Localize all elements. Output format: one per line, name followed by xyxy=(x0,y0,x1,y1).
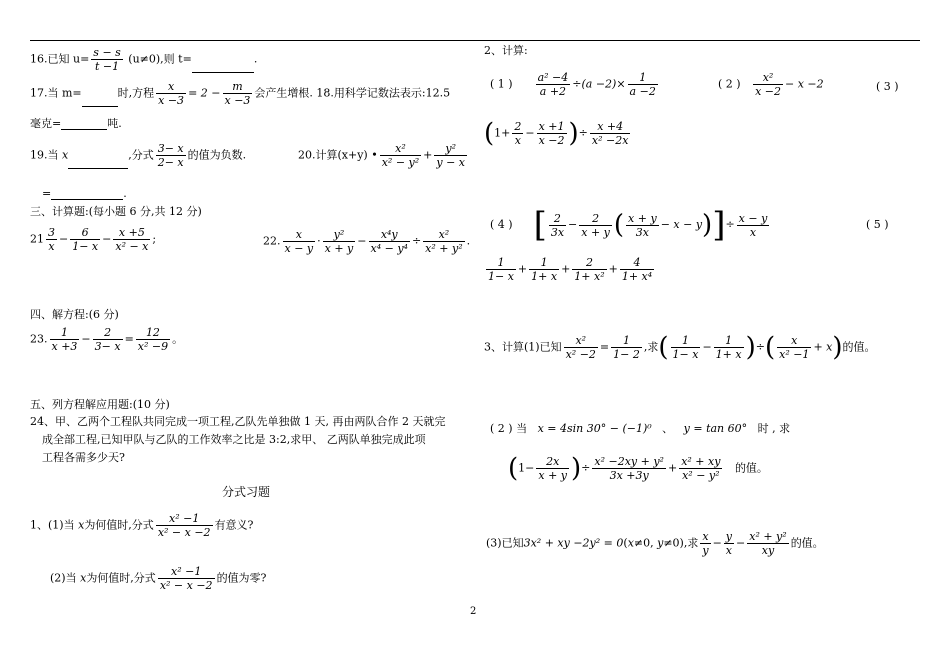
fraction: $\frac{\text{x² −1}}{\text{x² − x −2}}$ xyxy=(159,565,213,592)
fraction: $\frac{\text{y²}}{x + y}$ xyxy=(324,228,354,255)
fraction: $\frac{\text{a² −4}}{a +2}$ xyxy=(537,71,569,98)
fraction: $\frac{1}{a -2}$ xyxy=(629,71,656,98)
fraction: $\frac{\text{x² + y²}}{xy}$ xyxy=(749,530,787,557)
fraction: $\frac{x}{\text{x² −1}}$ xyxy=(779,334,810,361)
calc-5: $\frac{1}{1- x}$ + $\frac{1}{1+ x}$ + $\frac{2}{\text{1+ x²}}$ + $\frac{4}{\text{1+ x⁴}}$ xyxy=(488,256,653,283)
fraction: $\frac{\text{x²}}{\text{x² + y²}}$ xyxy=(425,228,463,255)
answer-blank xyxy=(51,199,123,200)
fraction: $\frac{x +4}{\text{x² −2x}}$ xyxy=(591,120,629,147)
fraction: $\frac{x +1}{x -2}$ xyxy=(538,120,565,147)
fraction: $\frac{\text{x²}}{\text{x² − y²}}$ xyxy=(381,142,420,169)
exercise-1: 1、(1)当 x为何值时,分式 $\frac{\text{x² −1}}{\text{x² − x −2}}$ 有意义? xyxy=(30,512,254,539)
question-3-3: (3)已知3x² + xy −2y² = 0(x≠0, y≠0),求 $\frac{x}{y}$ − $\frac{y}{x}$ − $\frac{\text{x² + y²}}{xy}$ 的值。 xyxy=(486,530,824,557)
fraction: $\frac{\text{y²}}{y - x}$ xyxy=(436,142,466,169)
question-3-1: 3、计算(1)已知 $\frac{\text{x²}}{\text{x² −2}}$ = $\frac{1}{1- 2}$ ,求( $\frac{1}{1- x}$ − $\frac{1}{1+ x}$ )÷( $\frac{x}{\text{x² −1}}$ + x)的值。 xyxy=(484,332,876,363)
calc-1: ( 1 ) $\frac{\text{a² −4}}{a +2}$ ÷(a −2)× $\frac{1}{a -2}$ xyxy=(490,71,656,98)
answer-blank xyxy=(192,72,254,73)
question-24-line2: 成全部工程,已知甲队与乙队的工作效率之比是 3:2,求甲、 乙两队单独完成此项 xyxy=(42,433,426,446)
fraction: $\frac{6}{1- x}$ xyxy=(72,226,99,253)
calc-4: ( 4 ) [ $\frac{2}{3x}$ − $\frac{2}{x + y}$ ( $\frac{x + y}{3x}$ − x − y)]÷ $\frac{x - y}{x}$ xyxy=(490,205,768,245)
question-3-2: ( 2 ) 当 x = 4sin 30° − (−1)⁰ 、 y = tan 60° 时 , 求 xyxy=(490,422,791,435)
fraction: $\frac{2}{\text{1+ x²}}$ xyxy=(574,256,605,283)
answer-blank xyxy=(61,129,107,130)
fraction: $\frac{4}{\text{1+ x⁴}}$ xyxy=(621,256,653,283)
section-3-heading: 三、计算题:(每小题 6 分,共 12 分) xyxy=(30,205,202,218)
question-20: 20.计算(x+y) • $\frac{\text{x²}}{\text{x² − y²}}$ + $\frac{\text{y²}}{y - x}$ xyxy=(298,142,466,169)
section-5-heading: 五、列方程解应用题:(10 分) xyxy=(30,398,170,411)
fraction: $\frac{x - y}{x}$ xyxy=(738,211,768,239)
calc-3: (1+ $\frac{2}{x}$ − $\frac{x +1}{x -2}$ )÷ $\frac{x +4}{\text{x² −2x}}$ xyxy=(484,118,629,149)
answer-blank xyxy=(68,168,128,169)
fraction: $\frac{12}{\text{x² −9}}$ xyxy=(137,326,169,353)
section-title: 分式习题 xyxy=(222,485,271,499)
fraction: $\frac{2}{3x}$ xyxy=(550,211,565,239)
section-2-heading: 2、计算: xyxy=(484,44,528,57)
fraction: $\frac{\text{x² −2xy + y²}}{3x +3y}$ xyxy=(594,455,664,482)
fraction: $\frac{\text{x⁴y}}{\text{x⁴ − y⁴}}$ xyxy=(370,228,408,255)
fraction: $\frac{2}{x + y}$ xyxy=(581,211,610,239)
fraction: $\frac{\text{x²}}{x -2}$ xyxy=(755,71,781,98)
fraction: $\frac{1}{1- 2}$ xyxy=(613,334,640,361)
question-20-answer: = . xyxy=(42,187,127,200)
fraction: $\frac{2x}{x + y}$ xyxy=(538,455,568,482)
calc-3-label: ( 3 ) xyxy=(876,80,899,93)
fraction: $\frac{x}{y}$ xyxy=(702,530,709,557)
fraction: $\frac{y}{x}$ xyxy=(725,530,733,557)
page-number: 2 xyxy=(470,606,477,617)
fraction: $\frac{3- x}{2- x}$ xyxy=(157,142,184,169)
question-17: 17.当 m= 时,方程 $\frac{x}{x -3}$ = 2 − $\frac{m}{x -3}$ 会产生增根. 18.用科学记数法表示:12.5 xyxy=(30,80,451,107)
question-17-line2: 毫克= 吨. xyxy=(30,117,122,130)
fraction: $\frac{\text{x² + xy}}{\text{x² − y²}}$ xyxy=(681,455,721,482)
fraction: $\frac{2}{3- x}$ xyxy=(94,326,121,353)
fraction: $\frac{3}{x}$ xyxy=(48,226,55,253)
fraction: $\frac{1}{1+ x}$ xyxy=(531,256,558,283)
question-21: 21 $\frac{3}{x}$ − $\frac{6}{1- x}$ − $\frac{x +5}{\text{x² − x}}$ ; xyxy=(30,226,157,253)
fraction: $\frac{m}{x -3}$ xyxy=(224,80,251,107)
fraction: $\frac{x}{x -3}$ xyxy=(158,80,185,107)
fraction: $\frac{2}{x}$ xyxy=(514,120,522,147)
calc-2: ( 2 ) $\frac{\text{x²}}{x -2}$ − x −2 xyxy=(718,71,824,98)
question-23: 23. $\frac{1}{x +3}$ − $\frac{2}{3- x}$ = $\frac{12}{\text{x² −9}}$ 。 xyxy=(30,326,184,353)
fraction: $\frac{1}{1- x}$ xyxy=(488,256,514,283)
question-16: 16.已知 u= $\frac{s - s}{t -1}$ (u≠0),则 t= . xyxy=(30,46,258,73)
fraction: $\frac{x + y}{3x}$ xyxy=(628,211,657,239)
question-3-2-expression: (1− $\frac{2x}{x + y}$ )÷ $\frac{\text{x² −2xy + y²}}{3x +3y}$ + $\frac{\text{x² + xy}}{\text{x² − y²}}$ 的值。 xyxy=(508,453,768,484)
fraction: $\frac{\text{x² −1}}{\text{x² − x −2}}$ xyxy=(157,512,211,539)
question-22: 22. $\frac{x}{x - y}$ · $\frac{\text{y²}}{x + y}$ − $\frac{\text{x⁴y}}{\text{x⁴ − y⁴}}$ ÷ $\frac{\text{x²}}{\text{x² + y²}}$ . xyxy=(263,228,471,255)
calc-5-label: ( 5 ) xyxy=(866,218,889,231)
answer-blank xyxy=(82,106,118,107)
fraction: $\frac{s - s}{t -1}$ xyxy=(93,46,121,73)
question-24-line1: 24、甲、乙两个工程队共同完成一项工程,乙队先单独做 1 天, 再由两队合作 2 天就完 xyxy=(30,415,446,428)
question-24-line3: 工程各需多少天? xyxy=(42,451,125,464)
fraction: $\frac{1}{1+ x}$ xyxy=(715,334,742,361)
exercise-2: (2)当 x为何值时,分式 $\frac{\text{x² −1}}{\text{x² − x −2}}$ 的值为零? xyxy=(50,565,267,592)
fraction: $\frac{x}{x - y}$ xyxy=(284,228,314,255)
fraction: $\frac{x +5}{\text{x² − x}}$ xyxy=(115,226,149,253)
fraction: $\frac{\text{x²}}{\text{x² −2}}$ xyxy=(565,334,596,361)
fraction: $\frac{1}{1- x}$ xyxy=(672,334,699,361)
fraction: $\frac{1}{x +3}$ xyxy=(51,326,78,353)
top-rule xyxy=(30,40,920,41)
question-19: 19.当 x ,分式 $\frac{3- x}{2- x}$ 的值为负数. xyxy=(30,142,247,169)
section-4-heading: 四、解方程:(6 分) xyxy=(30,308,119,321)
